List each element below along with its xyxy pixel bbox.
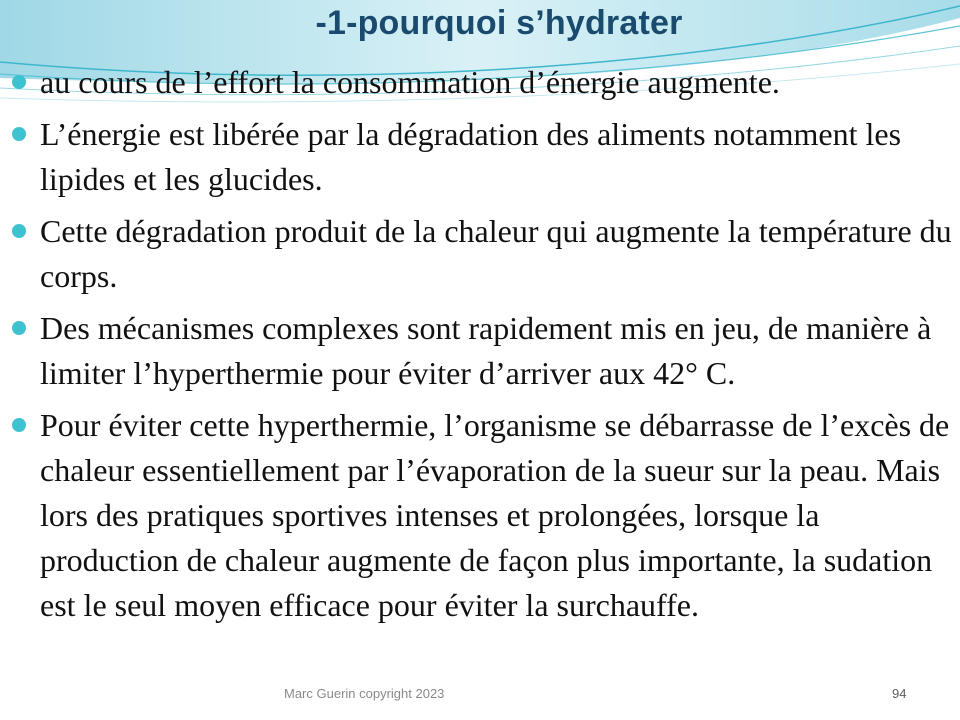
bullet-dot-icon: [12, 224, 26, 238]
bullet-text: Pour éviter cette hyperthermie, l’organisme se débarrasse de l’excès de chaleur essentiellement par l’évaporation de la sueur sur la peau. Mais lors des pratiques sportives intenses et prolongées, lorsque la production de chaleur augmente de façon plus importante, la sudation est le seul moyen efficace pour éviter la surchauffe.: [40, 407, 950, 623]
bullet-list: [0, 60, 960, 635]
bullet-dot-icon: [12, 75, 26, 89]
bullet-dot-icon: [12, 127, 26, 141]
bullet-text: Des mécanismes complexes sont rapidement mis en jeu, de manière à limiter l’hyperthermie pour éviter d’arriver aux 42° C.: [40, 310, 932, 391]
bullet-text: Cette dégradation produit de la chaleur qui augmente la température du corps.: [40, 213, 952, 294]
bullet-item: [0, 403, 960, 628]
bullet-item: [0, 209, 960, 299]
slide-title: -1-pourquoi s’hydrater: [315, 4, 683, 42]
footer-copyright: Marc Guerin copyright 2023: [284, 686, 445, 701]
bullet-text: au cours de l’effort la consommation d’énergie augmente.: [40, 64, 780, 100]
page-number: 94: [892, 686, 907, 701]
bullet-item: [0, 60, 960, 105]
bullet-item: [0, 306, 960, 396]
bullet-dot-icon: [12, 321, 26, 335]
bullet-text: L’énergie est libérée par la dégradation des aliments notamment les lipides et les glucides.: [40, 116, 902, 197]
bullet-item: [0, 112, 960, 202]
bullet-dot-icon: [12, 418, 26, 432]
